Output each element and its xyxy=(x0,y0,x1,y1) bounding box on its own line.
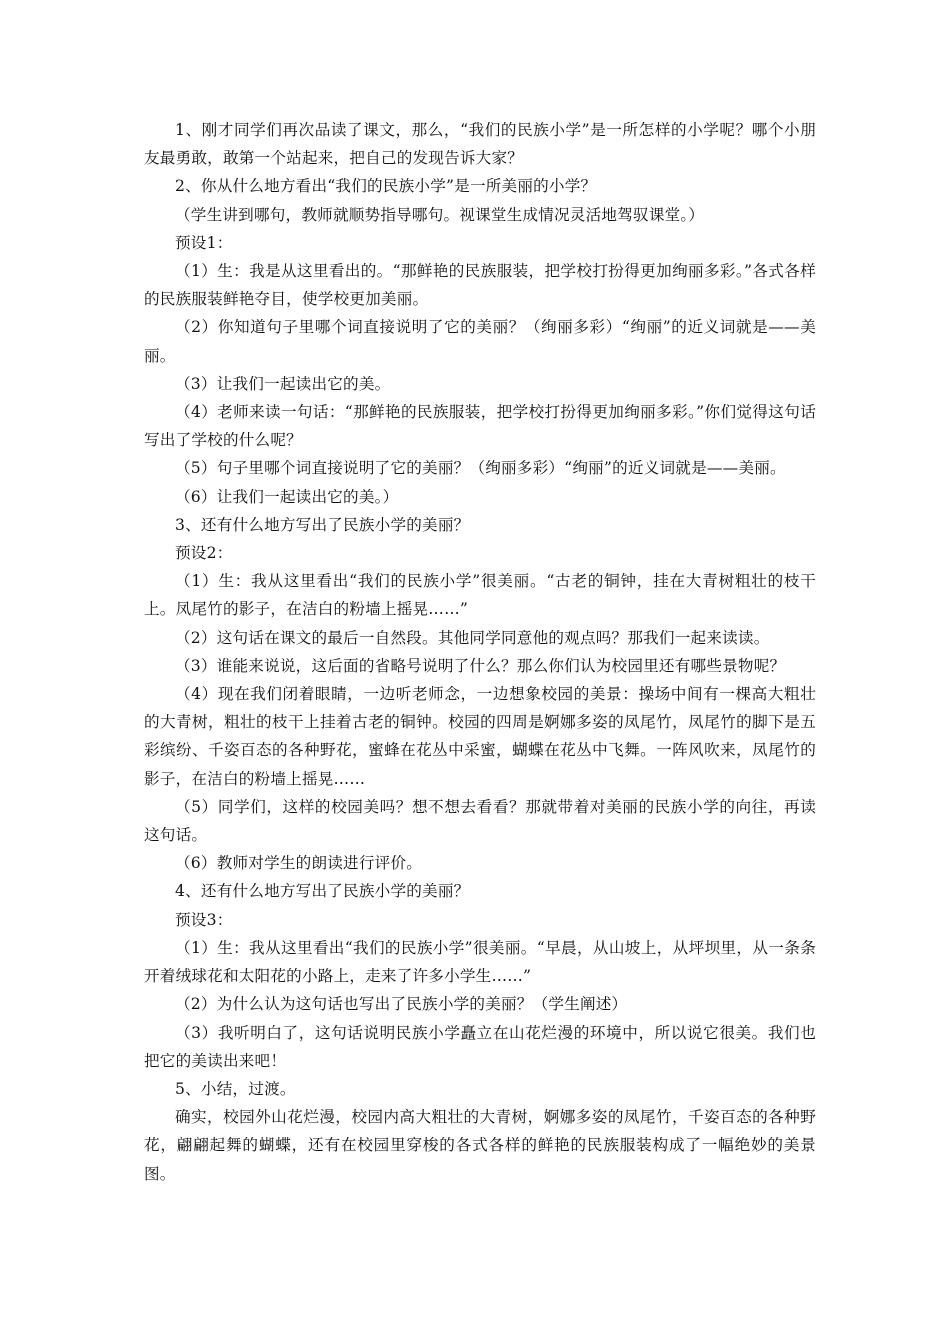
paragraph-1: 1、刚才同学们再次品读了课文，那么，“我们的民族小学”是一所怎样的小学呢？哪个小朋友最勇敢，敢第一个站起来，把自己的发现告诉大家？ xyxy=(144,121,816,168)
paragraph-25: 确实，校园外山花烂漫，校园内高大粗壮的大青树，婀娜多姿的凤尾竹，千姿百态的各种野花，翩翩起舞的蝴蝶，还有在校园里穿梭的各式各样的鲜艳的民族服装构成了一幅绝妙的美景图。 xyxy=(144,1108,816,1183)
paragraph-13: （1）生：我从这里看出“我们的民族小学”很美丽。“古老的铜钟，挂在大青树粗壮的枝干上。凤尾竹的影子，在洁白的粉墙上摇晃……” xyxy=(144,572,816,619)
paragraph-23: （3）我听明白了，这句话说明民族小学矗立在山花烂漫的环境中，所以说它很美。我们也把它的美读出来吧！ xyxy=(144,1023,816,1070)
paragraph-19: 4、还有什么地方写出了民族小学的美丽？ xyxy=(175,882,470,901)
paragraph-16: （4）现在我们闭着眼睛，一边听老师念，一边想象校园的美景：操场中间有一棵高大粗壮的大青树，粗壮的枝干上挂着古老的铜钟。校园的四周是婀娜多姿的凤尾竹，凤尾竹的脚下是五彩缤纷、千姿百态的各种野花，蜜蜂在花丛中采蜜，蝴蝶在花丛中飞舞。一阵风吹来，凤尾竹的影子，在洁白的粉墙上摇晃…… xyxy=(144,685,816,788)
paragraph-24: 5、小结，过渡。 xyxy=(175,1079,296,1098)
paragraph-18: （6）教师对学生的朗读进行评价。 xyxy=(175,854,423,873)
paragraph-20: 预设3： xyxy=(175,910,233,929)
paragraph-17: （5）同学们，这样的校园美吗？想不想去看看？那就带着对美丽的民族小学的向往，再读这句话。 xyxy=(144,797,816,845)
paragraph-3: （学生讲到哪句，教师就顺势指导哪句。视课堂生成情况灵活地驾驭课堂。） xyxy=(175,205,705,224)
paragraph-21: （1）生：我从这里看出“我们的民族小学”很美丽。“早晨，从山坡上，从坪坝里，从一条条开着绒球花和太阳花的小路上，走来了许多小学生……” xyxy=(144,938,816,986)
paragraph-15: （3）谁能来说说，这后面的省略号说明了什么？那么你们认为校园里还有哪些景物呢？ xyxy=(175,656,786,675)
paragraph-14: （2）这句话在课文的最后一自然段。其他同学同意他的观点吗？那我们一起来读读。 xyxy=(175,628,770,647)
paragraph-10: （6）让我们一起读出它的美。） xyxy=(175,487,399,506)
paragraph-7: （3）让我们一起读出它的美。 xyxy=(175,374,391,393)
paragraph-22: （2）为什么认为这句话也写出了民族小学的美丽？（学生阐述） xyxy=(175,995,628,1014)
paragraph-9: （5）句子里哪个词直接说明了它的美丽？（绚丽多彩）“绚丽”的近义词就是——美丽。 xyxy=(175,459,786,478)
paragraph-12: 预设2： xyxy=(175,544,233,563)
paragraph-8: （4）老师来读一句话：“那鲜艳的民族服装，把学校打扮得更加绚丽多彩。”你们觉得这句话写出了学校的什么呢？ xyxy=(144,403,816,450)
paragraph-6: （2）你知道句子里哪个词直接说明了它的美丽？（绚丽多彩）“绚丽”的近义词就是——美丽。 xyxy=(144,318,816,365)
paragraph-2: 2、你从什么地方看出“我们的民族小学”是一所美丽的小学？ xyxy=(175,177,597,196)
paragraph-4: 预设1： xyxy=(175,233,233,252)
paragraph-11: 3、还有什么地方写出了民族小学的美丽？ xyxy=(175,515,470,534)
document-body xyxy=(144,116,816,1188)
paragraph-5: （1）生：我是从这里看出的。“那鲜艳的民族服装，把学校打扮得更加绚丽多彩。”各式各样的民族服装鲜艳夺目，使学校更加美丽。 xyxy=(144,262,816,309)
